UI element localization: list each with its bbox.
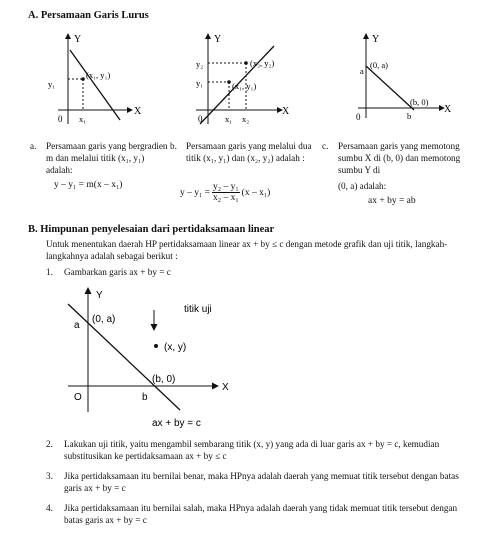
point-a-label: (0, a) <box>92 314 116 325</box>
item-b-formula <box>180 182 270 203</box>
y-axis-label: Y <box>74 34 82 45</box>
formula-lhs: y – y₁ = <box>180 187 211 198</box>
line <box>68 304 180 410</box>
y1-label: y₁ <box>48 79 56 89</box>
test-point <box>154 344 158 348</box>
y2-label: y₂ <box>196 59 204 69</box>
item-c-text2: (0, a) adalah: <box>338 181 387 191</box>
point-a-label: (0, a) <box>370 60 388 70</box>
origin-label: 0 <box>58 114 63 124</box>
y-axis-label: Y <box>214 34 222 45</box>
item-c-letter: c. <box>322 141 329 151</box>
point-b-label: (b, 0) <box>410 97 429 107</box>
formula-numerator: y₂ – y₁ <box>213 182 239 192</box>
step-2-num: 2. <box>46 439 53 449</box>
a-label: a <box>360 66 364 76</box>
x1-label: x₁ <box>225 114 233 124</box>
item-b-text: Persamaan garis yang melalui dua titik (x₁, y₁) dan (x₂, y₂) adalah : <box>186 141 312 163</box>
y-axis-label: Y <box>372 34 380 45</box>
step-3-num: 3. <box>46 471 53 481</box>
graph-test-point <box>60 282 260 434</box>
graph-point-gradient <box>28 28 148 132</box>
step-4-num: 4. <box>46 503 53 513</box>
origin-label: O <box>74 392 82 403</box>
line-label: ax + by = c <box>152 418 201 429</box>
formula-fraction <box>212 182 240 203</box>
x-axis-label: X <box>222 382 229 393</box>
point-b-label: (b, 0) <box>152 374 176 385</box>
item-b-letter: b. <box>170 141 177 151</box>
section-a-title: A. Persamaan Garis Lurus <box>28 10 149 21</box>
x-axis-label: X <box>444 104 452 115</box>
step-1-text: Gambarkan garis ax + by = c <box>64 267 171 277</box>
step-2-text: Lakukan uji titik, yaitu mengambil sembarang titik (x, y) yang ada di luar garis ax + by = c, kemudian substitusikan ke pertidaksamaan ax + by ≤ c <box>64 439 440 461</box>
point <box>81 77 85 81</box>
y1-label: y₁ <box>196 78 204 88</box>
b-label: b <box>407 111 412 121</box>
x-axis-label: X <box>282 106 290 117</box>
formula-rhs: (x – x₁) <box>241 187 271 198</box>
item-a-letter: a. <box>30 141 37 151</box>
point1-label: (x₁, y₁) <box>232 81 257 91</box>
graph-intercepts <box>340 28 460 132</box>
step-1-num: 1. <box>46 267 53 277</box>
formula-denominator: x₂ – x₁ <box>213 193 239 203</box>
graph-two-points <box>178 28 296 132</box>
section-b-title: B. Himpunan penyelesaian dari pertidaksamaan linear <box>28 224 275 235</box>
point2-label: (x₂, y₂) <box>250 58 275 68</box>
point-label: (x₁, y₁) <box>86 70 111 80</box>
item-a-text: Persamaan garis yang bergradien m dan melalui titik (x₁, y₁) adalah: <box>46 141 168 175</box>
test-label: titik uji <box>184 304 212 315</box>
test-point-label: (x, y) <box>164 342 187 353</box>
origin-label: 0 <box>356 112 361 122</box>
x-axis-label: X <box>134 106 142 117</box>
item-c-formula: ax + by = ab <box>368 196 416 206</box>
origin-label: 0 <box>198 114 203 124</box>
step-4-text: Jika pertidaksamaan itu bernilai salah, maka HPnya adalah daerah yang tidak memuat titik tersebut dengan batas garis ax + by = c <box>64 503 458 525</box>
a-label: a <box>74 320 80 331</box>
b-label: b <box>142 392 148 403</box>
step-3-text: Jika pertidaksamaan itu bernilai benar, maka HPnya adalah daerah yang memuat titik tersebut dengan batas garis ax + by = c <box>64 471 459 493</box>
section-b-intro: Untuk menentukan daerah HP pertidaksamaan linear ax + by ≤ c dengan metode grafik dan uji titik, langkah-langkahnya adalah sebagai berikut : <box>46 239 448 261</box>
item-c-text: Persamaan garis yang memotong sumbu X di (b, 0) dan memotong sumbu Y di <box>338 141 461 175</box>
x1-label: x₁ <box>79 114 87 124</box>
item-a-formula: y – y₁ = m(x – x₁) <box>54 180 123 190</box>
x2-label: x₂ <box>242 114 250 124</box>
y-axis-label: Y <box>96 290 103 301</box>
